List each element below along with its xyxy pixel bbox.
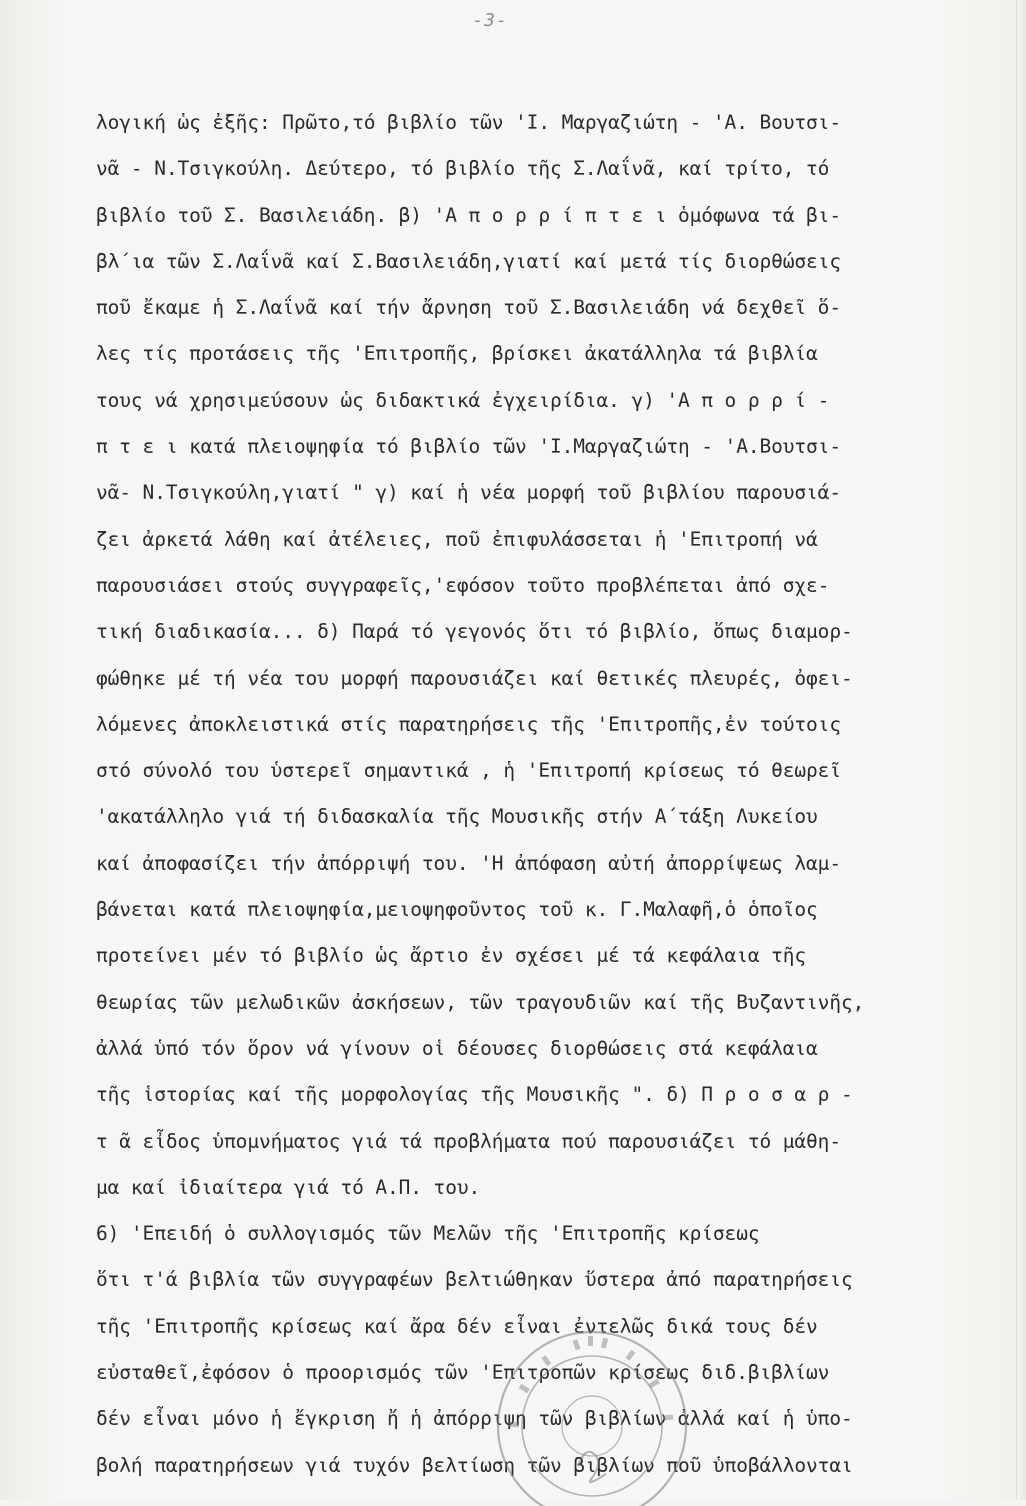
text-line: βολή παρατηρήσεων γιά τυχόν βελτίωση τῶν βιβλίων ποῦ ὑποβάλλονται [96,1453,853,1477]
text-line: ὅτι τ'ά βιβλία τῶν συγγραφέων βελτιώθηκαν ὕστερα ἀπό παρατηρήσεις [96,1268,853,1292]
text-line: ποῦ ἔκαμε ἡ Σ.Λαΐνᾶ καί τήν ἄρνηση τοῦ Σ.Βασιλειάδη νά δεχθεῖ ὅ- [96,296,841,320]
seal-lettering-mark [601,1338,608,1349]
text-line: μα καί ἰδιαίτερα γιά τό Α.Π. του. [96,1175,481,1199]
text-line: καί ἀποφασίζει τήν ἀπόρριψή του. 'Η ἀπόφαση αὐτή ἀπορρίψεως λαμ- [96,851,841,875]
text-line: θεωρίας τῶν μελωδικῶν ἀσκήσεων, τῶν τραγουδιῶν καί τῆς Βυζαντινῆς, [96,990,865,1014]
seal-lettering-mark [663,1414,673,1420]
text-line: δέν εἶναι μόνο ἡ ἔγκριση ἤ ἡ ἀπόρριψη τῶν βιβλίων ἀλλά καί ἡ ὑπο- [96,1407,853,1431]
text-line: λες τίς προτάσεις τῆς 'Επιτροπῆς, βρίσκει ἀκατάλληλα τά βιβλία [96,342,818,366]
text-line: προτείνει μέν τό βιβλίο ὡς ἄρτιο ἐν σχέσει μέ τά κεφάλαια τῆς [96,944,807,968]
text-line: βιβλίο τοῦ Σ. Βασιλειάδη. β) 'Α π ο ρ ρ ί π τ ε ι ὁμόφωνα τά βι- [96,203,841,227]
seal-inner-ring [522,1356,662,1496]
text-line: λόμενες ἀποκλειστικά στίς παρατηρήσεις τῆς 'Επιτροπῆς,ἐν τούτοις [96,712,841,736]
seal-lettering-mark [519,1384,530,1394]
text-line: βάνεται κατά πλειοψηφία,μειοψηφοῦντος τοῦ κ. Γ.Μαλαφῆ,ὁ ὁποῖος [96,898,818,922]
text-line: παρουσιάσει στούς συγγραφεῖς,'εφόσον τοῦτο προβλέπεται ἀπό σχε- [96,573,830,597]
text-line: λογική ὡς ἐξῆς: Πρῶτο,τό βιβλίο τῶν 'Ι. Μαργαζιώτη - 'Α. Βουτσι- [96,111,841,134]
typed-text-body [96,100,1001,1489]
official-seal-stamp [482,1316,702,1506]
text-line: νᾶ- Ν.Τσιγκούλη,γιατί " γ) καί ἡ νέα μορφή τοῦ βιβλίου παρουσιά- [96,481,841,505]
seal-lettering-mark [625,1350,635,1361]
text-line: εὐσταθεῖ,ἐφόσον ὁ προορισμός τῶν 'Επιτροπῶν κρίσεως διδ.βιβλίων [96,1361,830,1385]
text-line: ἀλλά ὑπό τόν ὅρον νά γίνουν οἱ δέουσες διορθώσεις στά κεφάλαια [96,1036,818,1060]
text-line: στό σύνολό του ὑστερεῖ σημαντικά , ἡ 'Επιτροπή κρίσεως τό θεωρεῖ [96,759,841,783]
text-line: 'ακατάλληλο γιά τή διδασκαλία τῆς Μουσικῆς στήν Α΄τάξη Λυκείου [96,805,818,829]
text-line: τῆς 'Επιτροπῆς κρίσεως καί ἄρα δέν εἶναι ἐντελῶς δικά τους δέν [96,1314,818,1338]
text-line: τική διαδικασία... δ) Παρά τό γεγονός ὅτι τό βιβλίο, ὅπως διαμορ- [96,620,853,644]
text-line: φώθηκε μέ τή νέα του μορφή παρουσιάζει καί θετικές πλευρές, ὀφει- [96,666,853,690]
seal-lettering-mark [541,1355,551,1366]
text-line: τους νά χρησιμεύσουν ὡς διδακτικά ἐγχειρίδια. γ) 'Α π ο ρ ρ ί - [96,388,830,412]
text-line: ζει ἀρκετά λάθη καί ἀτέλειες, ποῦ ἐπιφυλάσσεται ἡ 'Επιτροπή νά [96,527,818,551]
seal-center-ring [562,1396,622,1456]
text-line: βλ΄ια τῶν Σ.Λαΐνᾶ καί Σ.Βασιλειάδη,γιατί καί μετά τίς διορθώσεις [96,249,841,273]
page-number: -3- [472,10,508,31]
seal-lettering-mark [588,1336,593,1346]
text-line: τῆς ἱστορίας καί τῆς μορφολογίας τῆς Μουσικῆς ". δ) Π ρ ο σ α ρ - [96,1083,853,1107]
seal-lettering-mark [572,1339,580,1350]
text-line: π τ ε ι κατά πλειοψηφία τό βιβλίο τῶν 'Ι.Μαργαζιώτη - 'Α.Βουτσι- [96,435,841,459]
text-line: 6) 'Επειδή ὁ συλλογισμός τῶν Μελῶν τῆς 'Επιτροπῆς κρίσεως [96,1222,760,1246]
page-edge-shadow [1016,0,1026,1500]
seal-outer-ring [498,1332,686,1506]
text-line: τ ᾶ εἶδος ὑπομνήματος γιά τά προβλήματα πού παρουσιάζει τό μάθη- [96,1129,841,1153]
text-line: νᾶ - Ν.Τσιγκούλη. Δεύτερο, τό βιβλίο τῆς Σ.Λαΐνᾶ, καί τρίτο, τό [96,157,830,181]
seal-lettering-mark [509,1421,519,1427]
